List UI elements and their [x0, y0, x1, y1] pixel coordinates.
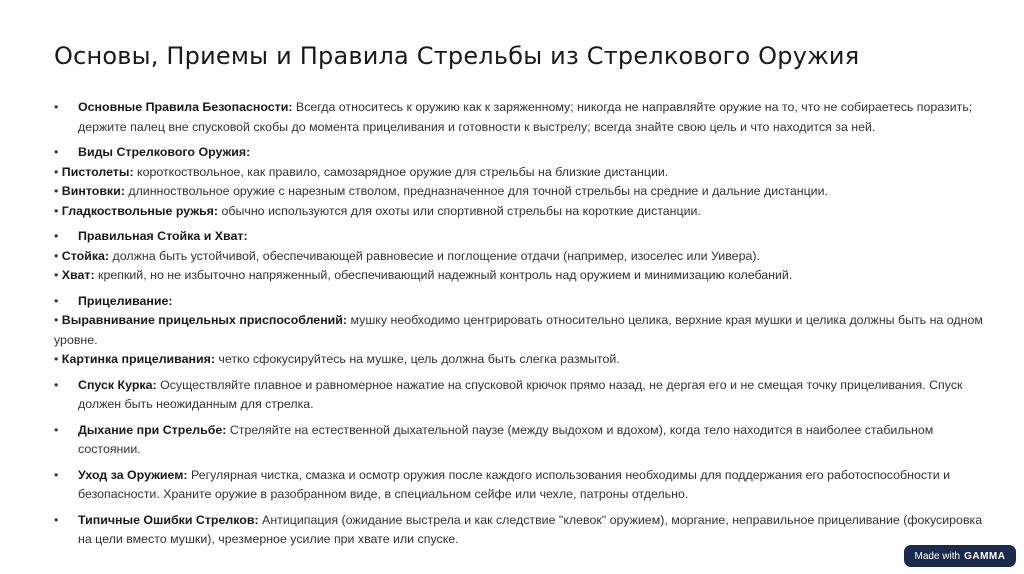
bullet-icon: •: [54, 248, 59, 263]
section-common-mistakes: [54, 511, 984, 550]
item-text: Стреляйте на естественной дыхательной паузе (между выдохом и вдохом), когда тело находится в наиболее стабильном состоянии.: [78, 422, 934, 456]
sub-item-text: длинноствольное оружие с нарезным стволом, предназначенное для точной стрельбы на средние и дальние дистанции.: [124, 184, 828, 198]
bullet-icon: •: [54, 422, 59, 437]
item-label: Правильная Стойка и Хват:: [78, 229, 248, 243]
sub-item-text: обычно используются для охоты или спортивной стрельбы на короткие дистанции.: [218, 203, 701, 218]
bullet-icon: •: [54, 512, 59, 527]
made-with-gamma-badge[interactable]: [904, 545, 1016, 567]
page-title: Основы, Приемы и Правила Стрельбы из Стрелкового Оружия: [54, 42, 860, 70]
item-label: Типичные Ошибки Стрелков:: [78, 512, 259, 527]
section-weapon-types: [54, 143, 984, 221]
sub-item: [54, 350, 984, 370]
sub-item: [54, 247, 984, 267]
list-item: [54, 227, 984, 247]
item-label: Дыхание при Стрельбе:: [78, 422, 227, 437]
list-item: [54, 421, 984, 460]
item-text: Осуществляйте плавное и равномерное нажатие на спусковой крючок прямо назад, не дергая его и не смещая точку прицеливания. Спуск должен быть неожиданным для стрелка.: [78, 377, 963, 411]
bullet-icon: •: [54, 164, 59, 179]
gamma-logo: GAMMA: [964, 550, 1006, 562]
item-text: Антиципация (ожидание выстрела и как следствие "клевок" оружием), моргание, неправильное прицеливание (фокусировка на цели вместо мушки), чрезмерное усилие при хвате или спуске.: [78, 512, 983, 546]
section-trigger: [54, 376, 984, 415]
bullet-icon: •: [54, 313, 59, 327]
item-label: Уход за Оружием:: [78, 467, 188, 482]
sub-item-label: Пистолеты:: [61, 164, 134, 179]
bullet-icon: •: [54, 467, 59, 482]
list-item: [54, 143, 984, 163]
item-text: Регулярная чистка, смазка и осмотр оружия после каждого использования необходимы для поддержания его работоспособности и безопасности. Храните оружие в разобранном виде, в специальном сейфе или чехле, патроны отдельно.: [78, 467, 951, 501]
bullet-icon: •: [54, 145, 59, 159]
section-breathing: [54, 421, 984, 460]
sub-item: [54, 311, 984, 350]
sub-item: [54, 163, 984, 183]
item-label: Прицеливание:: [78, 293, 173, 308]
list-item: [54, 376, 984, 415]
bullet-icon: •: [54, 293, 59, 308]
sub-item-text: мушку необходимо центрировать относительно целика, верхние края мушки и целика должны быть на одном уровне.: [54, 313, 983, 347]
sub-item-label: Выравнивание прицельных приспособлений:: [61, 313, 348, 327]
sub-item-text: должна быть устойчивой, обеспечивающей равновесие и поглощение отдачи (например, изоселес или Уивера).: [109, 248, 760, 263]
item-label: Основные Правила Безопасности:: [78, 100, 293, 114]
sub-item: [54, 266, 984, 286]
bullet-icon: •: [54, 203, 59, 218]
sub-item-label: Винтовки:: [61, 184, 125, 198]
bullet-icon: •: [54, 184, 59, 198]
bullet-list: [54, 98, 984, 556]
list-item: [54, 466, 984, 505]
sub-item-text: короткоствольное, как правило, самозарядное оружие для стрельбы на близкие дистанции.: [133, 164, 669, 179]
sub-item-text: крепкий, но не избыточно напряженный, обеспечивающий надежный контроль над оружием и минимизацию колебаний.: [94, 268, 793, 282]
section-safety: [54, 98, 984, 137]
item-label: Виды Стрелкового Оружия:: [78, 145, 251, 159]
bullet-icon: •: [54, 377, 59, 392]
badge-prefix: Made with: [914, 550, 961, 562]
list-item: [54, 511, 984, 550]
sub-item-text: четко сфокусируйтесь на мушке, цель должна быть слегка размытой.: [214, 352, 620, 366]
bullet-icon: •: [54, 268, 59, 282]
bullet-icon: •: [54, 100, 59, 114]
sub-item-label: Хват:: [61, 268, 95, 282]
sub-item-label: Стойка:: [61, 248, 110, 263]
bullet-icon: •: [54, 352, 59, 366]
list-item: [54, 292, 984, 312]
sub-item: [54, 202, 984, 222]
section-stance-grip: [54, 227, 984, 286]
list-item: [54, 98, 984, 137]
item-text: Всегда относитесь к оружию как к заряженному; никогда не направляйте оружие на то, что не собираетесь поразить; держите палец вне спусковой скобы до момента прицеливания и готовности к выстрелу; всегда знайте свою цель и что находится за ней.: [78, 100, 973, 134]
item-label: Спуск Курка:: [78, 377, 157, 392]
sub-item: [54, 182, 984, 202]
sub-item-label: Гладкоствольные ружья:: [61, 203, 219, 218]
sub-item-label: Картинка прицеливания:: [61, 352, 215, 366]
section-aiming: [54, 292, 984, 370]
bullet-icon: •: [54, 229, 59, 243]
section-maintenance: [54, 466, 984, 505]
